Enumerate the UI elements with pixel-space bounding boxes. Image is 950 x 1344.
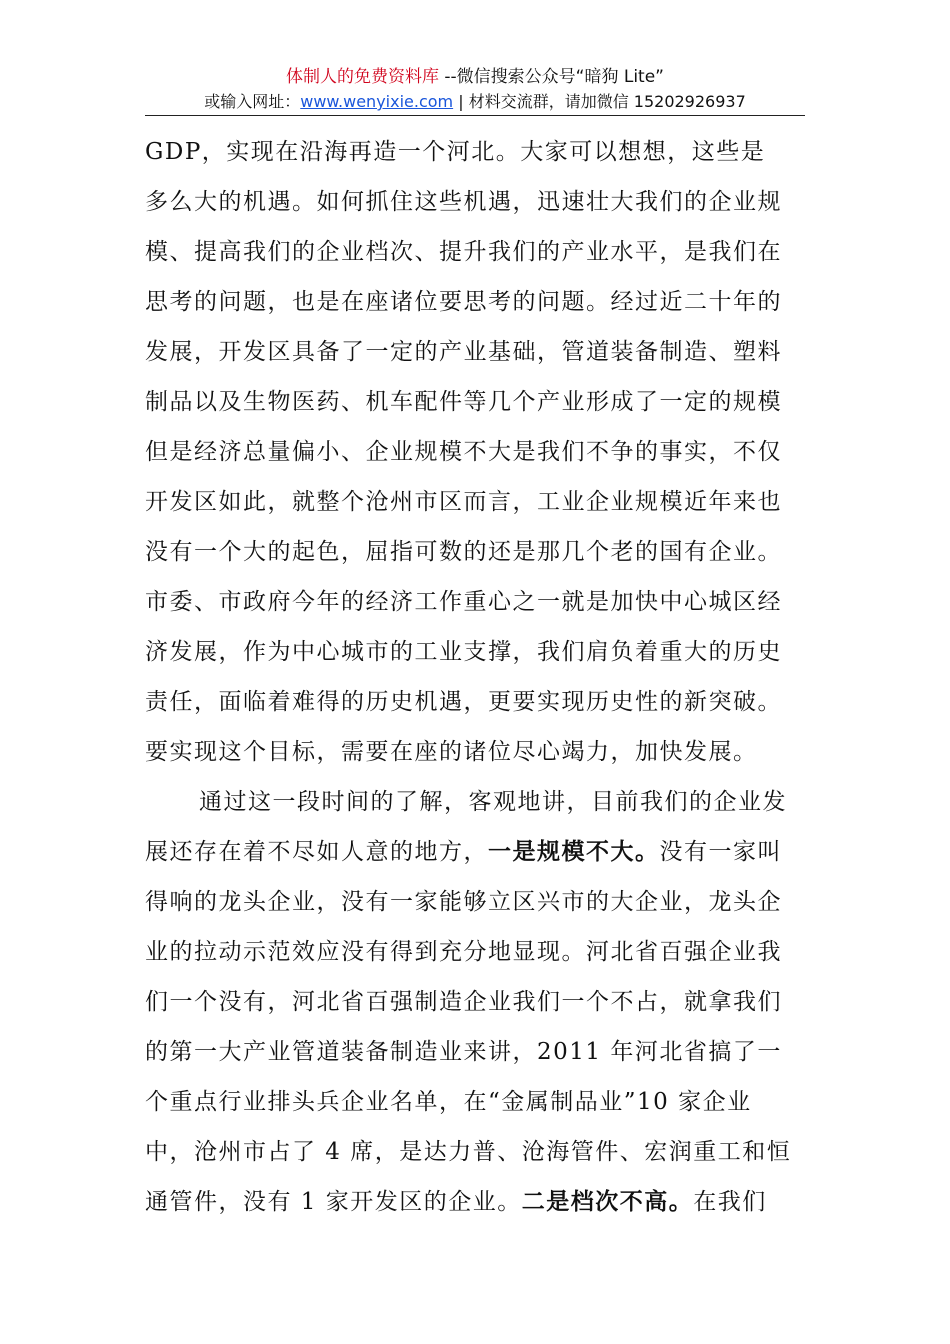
text-line — [145, 1177, 815, 1227]
point-one-heading: 一是规模不大。 — [488, 838, 660, 865]
header-website-line — [0, 91, 950, 113]
text-line: 们一个没有，河北省百强制造企业我们一个不占，就拿我们 — [145, 989, 782, 1015]
text-line: 没有一个大的起色，屈指可数的还是那几个老的国有企业。 — [145, 539, 782, 565]
text-line: 济发展，作为中心城市的工业支撑，我们肩负着重大的历史 — [145, 639, 782, 665]
header-wechat-hint: --微信搜索公众号“暗狗 Lite” — [438, 67, 664, 87]
document-body — [145, 127, 815, 1227]
text-line: 思考的问题，也是在座诸位要思考的问题。经过近二十年的 — [145, 289, 782, 315]
text-line: 制品以及生物医药、机车配件等几个产业形成了一定的规模 — [145, 389, 782, 415]
text-line: 模、提高我们的企业档次、提升我们的产业水平，是我们在 — [145, 239, 782, 265]
header-contact: | 材料交流群，请加微信 15202926937 — [453, 92, 746, 111]
header-brand: 体制人的免费资料库 — [285, 67, 439, 87]
text-line: 开发区如此，就整个沧州市区而言，工业企业规模近年来也 — [145, 489, 782, 515]
text-run: 展还存在着不尽如人意的地方， — [145, 839, 488, 865]
page-header — [0, 66, 950, 113]
header-divider — [145, 115, 805, 116]
text-line: 通过这一段时间的了解，客观地讲，目前我们的企业发 — [199, 789, 787, 815]
text-line: 业的拉动示范效应没有得到充分地显现。河北省百强企业我 — [145, 939, 782, 965]
header-website-prefix: 或输入网址： — [204, 92, 301, 111]
point-two-heading: 二是档次不高。 — [521, 1188, 694, 1215]
header-promo-line — [0, 66, 950, 88]
text-run: 在我们 — [693, 1189, 767, 1215]
text-line: 市委、市政府今年的经济工作重心之一就是加快中心城区经 — [145, 589, 782, 615]
text-line: 个重点行业排头兵企业名单，在“金属制品业”10 家企业 — [145, 1089, 752, 1115]
text-line: GDP，实现在沿海再造一个河北。大家可以想想，这些是 — [145, 139, 766, 165]
text-line: 得响的龙头企业，没有一家能够立区兴市的大企业，龙头企 — [145, 889, 782, 915]
text-run: 通管件，没有 1 家开发区的企业。 — [145, 1189, 522, 1215]
text-line: 但是经济总量偏小、企业规模不大是我们不争的事实，不仅 — [145, 439, 782, 465]
text-line: 要实现这个目标，需要在座的诸位尽心竭力，加快发展。 — [145, 739, 758, 765]
text-line: 发展，开发区具备了一定的产业基础，管道装备制造、塑料 — [145, 339, 782, 365]
text-line: 责任，面临着难得的历史机遇，更要实现历史性的新突破。 — [145, 689, 782, 715]
text-line: 中，沧州市占了 4 席，是达力普、沧海管件、宏润重工和恒 — [145, 1139, 792, 1165]
text-line — [145, 827, 815, 877]
text-line: 多么大的机遇。如何抓住这些机遇，迅速壮大我们的企业规 — [145, 189, 782, 215]
text-line: 的第一大产业管道装备制造业来讲，2011 年河北省搞了一 — [145, 1039, 782, 1065]
website-link[interactable]: www.wenyixie.com — [300, 92, 454, 111]
text-run: 没有一家叫 — [659, 839, 782, 865]
